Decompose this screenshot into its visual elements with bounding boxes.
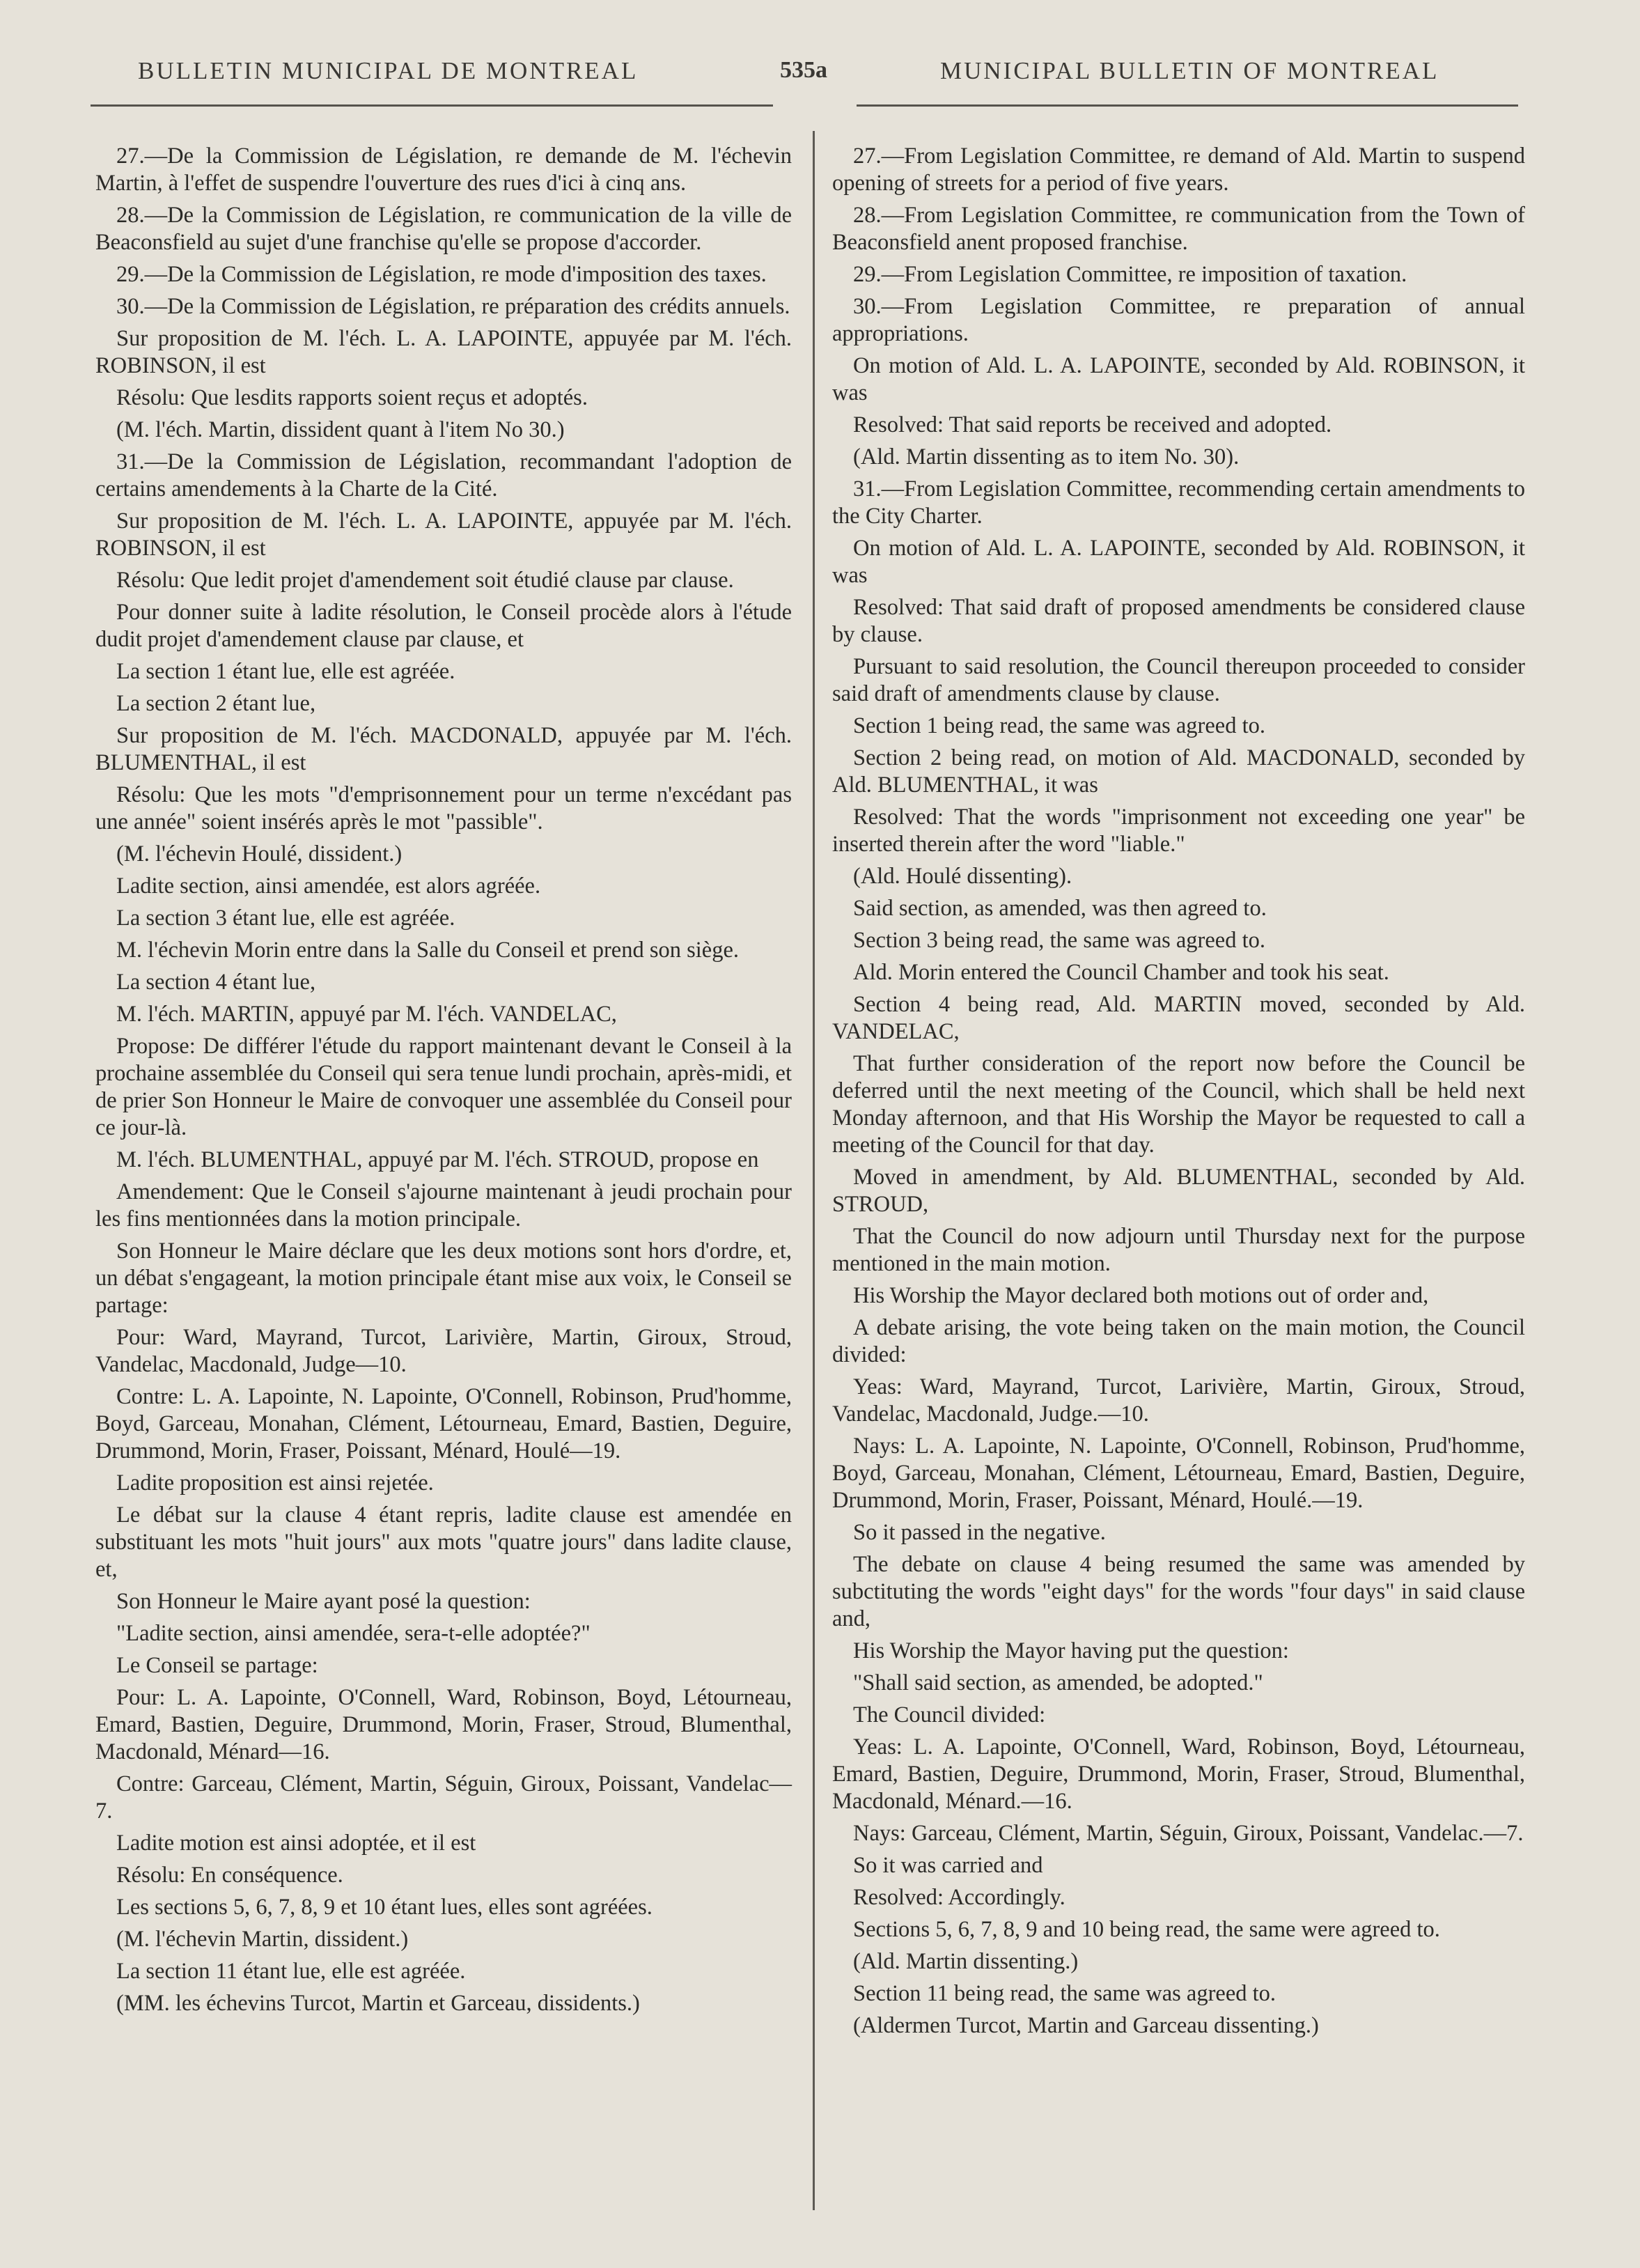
- page-number: 535a: [780, 57, 827, 83]
- paragraph: So it passed in the negative.: [853, 1520, 1106, 1545]
- paragraph: Amendement: Que le Conseil s'ajourne maintenant à jeudi prochain pour les fins mentionnées dans la motion principale.: [95, 1179, 792, 1232]
- paragraph: "Shall said section, as amended, be adopted.": [853, 1670, 1263, 1695]
- paragraph: M. l'éch. MARTIN, appuyé par M. l'éch. VANDELAC,: [116, 1002, 617, 1027]
- paragraph: His Worship the Mayor having put the question:: [853, 1638, 1289, 1663]
- column-divider: [813, 131, 815, 2210]
- paragraph: So it was carried and: [853, 1853, 1043, 1878]
- paragraph: Son Honneur le Maire déclare que les deux motions sont hors d'ordre, et, un débat s'engageant, la motion principale étant mise aux voix, le Conseil se partage:: [95, 1238, 792, 1318]
- paragraph: Résolu: Que lesdits rapports soient reçus et adoptés.: [116, 385, 588, 410]
- paragraph: His Worship the Mayor declared both motions out of order and,: [853, 1283, 1429, 1308]
- paragraph: Sur proposition de M. l'éch. L. A. LAPOINTE, appuyée par M. l'éch. ROBINSON, il est: [95, 326, 792, 378]
- paragraph: 28.—From Legislation Committee, re communication from the Town of Beaconsfield anent proposed franchise.: [832, 203, 1525, 255]
- paragraph: (Aldermen Turcot, Martin and Garceau dissenting.): [853, 2013, 1319, 2038]
- paragraph: That the Council do now adjourn until Thursday next for the purpose mentioned in the main motion.: [832, 1224, 1525, 1276]
- paragraph: Contre: Garceau, Clément, Martin, Séguin, Giroux, Poissant, Vandelac—7.: [95, 1771, 792, 1824]
- paragraph: 29.—De la Commission de Législation, re mode d'imposition des taxes.: [116, 262, 767, 287]
- paragraph: 31.—From Legislation Committee, recommending certain amendments to the City Charter.: [832, 476, 1525, 529]
- english-column: [832, 143, 1525, 2044]
- paragraph: Ladite section, ainsi amendée, est alors agréée.: [116, 873, 541, 899]
- paragraph: Sections 5, 6, 7, 8, 9 and 10 being read, the same were agreed to.: [853, 1917, 1440, 1942]
- paragraph: 29.—From Legislation Committee, re imposition of taxation.: [853, 262, 1407, 287]
- paragraph: Contre: L. A. Lapointe, N. Lapointe, O'Connell, Robinson, Prud'homme, Boyd, Garceau, Monahan, Clément, Létourneau, Emard, Bastien, Deguire, Drummond, Morin, Fraser, Poissant, Ménard, Houlé—19.: [95, 1384, 792, 1463]
- paragraph: 28.—De la Commission de Législation, re communication de la ville de Beaconsfield au sujet d'une franchise qu'elle se propose d'accorder.: [95, 203, 792, 255]
- paragraph: Resolved: That said reports be received and adopted.: [853, 412, 1332, 437]
- paragraph: (M. l'échevin Martin, dissident.): [116, 1927, 409, 1952]
- paragraph: Le Conseil se partage:: [116, 1653, 318, 1678]
- paragraph: La section 2 étant lue,: [116, 691, 316, 716]
- paragraph: Moved in amendment, by Ald. BLUMENTHAL, seconded by Ald. STROUD,: [832, 1165, 1525, 1217]
- paragraph: Le débat sur la clause 4 étant repris, ladite clause est amendée en substituant les mots "huit jours" aux mots "quatre jours" dans ladite clause, et,: [95, 1502, 792, 1582]
- paragraph: Section 2 being read, on motion of Ald. MACDONALD, seconded by Ald. BLUMENTHAL, it was: [832, 745, 1525, 798]
- paragraph: Resolved: Accordingly.: [853, 1885, 1065, 1910]
- header-title-french: BULLETIN MUNICIPAL DE MONTREAL: [138, 57, 639, 84]
- paragraph: Résolu: Que ledit projet d'amendement soit étudié clause par clause.: [116, 568, 734, 593]
- paragraph: La section 1 étant lue, elle est agréée.: [116, 659, 455, 684]
- paragraph: Yeas: Ward, Mayrand, Turcot, Larivière, Martin, Giroux, Stroud, Vandelac, Macdonald, Judge.—10.: [832, 1374, 1525, 1427]
- paragraph: (Ald. Martin dissenting as to item No. 30).: [853, 444, 1240, 469]
- paragraph: Les sections 5, 6, 7, 8, 9 et 10 étant lues, elles sont agréées.: [116, 1895, 653, 1920]
- french-column: [95, 143, 792, 2022]
- paragraph: Résolu: Que les mots "d'emprisonnement pour un terme n'excédant pas une année" soient insérés après le mot "passible".: [95, 782, 792, 834]
- paragraph: Son Honneur le Maire ayant posé la question:: [116, 1589, 531, 1614]
- paragraph: That further consideration of the report now before the Council be deferred until the next meeting of the Council, which shall be held next Monday afternoon, and that His Worship the Mayor be requested to call a meeting of the Council for that day.: [832, 1051, 1525, 1158]
- paragraph: La section 11 étant lue, elle est agréée.: [116, 1959, 466, 1984]
- paragraph: 31.—De la Commission de Législation, recommandant l'adoption de certains amendements à la Charte de la Cité.: [95, 449, 792, 502]
- paragraph: Nays: Garceau, Clément, Martin, Séguin, Giroux, Poissant, Vandelac.—7.: [853, 1821, 1524, 1846]
- paragraph: Sur proposition de M. l'éch. MACDONALD, appuyée par M. l'éch. BLUMENTHAL, il est: [95, 723, 792, 775]
- header-rule-right: [857, 104, 1518, 107]
- paragraph: La section 4 étant lue,: [116, 970, 316, 995]
- paragraph: Section 3 being read, the same was agreed to.: [853, 928, 1266, 953]
- paragraph: (MM. les échevins Turcot, Martin et Garceau, dissidents.): [116, 1991, 640, 2016]
- paragraph: "Ladite section, ainsi amendée, sera-t-elle adoptée?": [116, 1621, 591, 1646]
- paragraph: The Council divided:: [853, 1702, 1046, 1727]
- paragraph: Pour: Ward, Mayrand, Turcot, Larivière, Martin, Giroux, Stroud, Vandelac, Macdonald, Judge—10.: [95, 1325, 792, 1377]
- paragraph: Section 4 being read, Ald. MARTIN moved, seconded by Ald. VANDELAC,: [832, 992, 1525, 1044]
- paragraph: M. l'échevin Morin entre dans la Salle du Conseil et prend son siège.: [116, 938, 739, 963]
- paragraph: (M. l'éch. Martin, dissident quant à l'item No 30.): [116, 417, 565, 442]
- paragraph: Yeas: L. A. Lapointe, O'Connell, Ward, Robinson, Boyd, Létourneau, Emard, Bastien, Deguire, Drummond, Morin, Fraser, Stroud, Blumenthal, Macdonald, Ménard.—16.: [832, 1734, 1525, 1814]
- paragraph: 30.—De la Commission de Législation, re préparation des crédits annuels.: [116, 294, 790, 319]
- paragraph: Pour: L. A. Lapointe, O'Connell, Ward, Robinson, Boyd, Létourneau, Emard, Bastien, Deguire, Drummond, Morin, Fraser, Stroud, Blumenthal, Macdonald, Ménard—16.: [95, 1685, 792, 1764]
- paragraph: Pursuant to said resolution, the Council thereupon proceeded to consider said draft of amendments clause by clause.: [832, 654, 1525, 706]
- paragraph: Ladite motion est ainsi adoptée, et il est: [116, 1831, 476, 1856]
- paragraph: 30.—From Legislation Committee, re preparation of annual appropriations.: [832, 294, 1525, 346]
- paragraph: 27.—De la Commission de Législation, re demande de M. l'échevin Martin, à l'effet de suspendre l'ouverture des rues d'ici à cinq ans.: [95, 143, 792, 196]
- paragraph: The debate on clause 4 being resumed the same was amended by subctituting the words "eight days" for the words "four days" in said clause and,: [832, 1552, 1525, 1631]
- paragraph: Ald. Morin entered the Council Chamber and took his seat.: [853, 960, 1389, 985]
- paragraph: A debate arising, the vote being taken on the main motion, the Council divided:: [832, 1315, 1525, 1367]
- paragraph: Section 1 being read, the same was agreed to.: [853, 713, 1266, 738]
- paragraph: On motion of Ald. L. A. LAPOINTE, seconded by Ald. ROBINSON, it was: [832, 536, 1525, 588]
- paragraph: 27.—From Legislation Committee, re demand of Ald. Martin to suspend opening of streets for a period of five years.: [832, 143, 1525, 196]
- paragraph: Resolved: That the words "imprisonment not exceeding one year" be inserted therein after the word "liable.": [832, 805, 1525, 857]
- header-rule-left: [91, 104, 773, 107]
- paragraph: (Ald. Houlé dissenting).: [853, 864, 1072, 889]
- header-title-english: MUNICIPAL BULLETIN OF MONTREAL: [940, 57, 1439, 84]
- paragraph: La section 3 étant lue, elle est agréée.: [116, 906, 455, 931]
- paragraph: Said section, as amended, was then agreed to.: [853, 896, 1267, 921]
- paragraph: On motion of Ald. L. A. LAPOINTE, seconded by Ald. ROBINSON, it was: [832, 353, 1525, 405]
- paragraph: Section 11 being read, the same was agreed to.: [853, 1981, 1276, 2006]
- paragraph: Nays: L. A. Lapointe, N. Lapointe, O'Connell, Robinson, Prud'homme, Boyd, Garceau, Monahan, Clément, Létourneau, Emard, Bastien, Deguire, Drummond, Morin, Fraser, Poissant, Ménard, Houlé.—19.: [832, 1434, 1525, 1513]
- paragraph: Pour donner suite à ladite résolution, le Conseil procède alors à l'étude dudit projet d'amendement clause par clause, et: [95, 600, 792, 652]
- paragraph: Resolved: That said draft of proposed amendments be considered clause by clause.: [832, 595, 1525, 647]
- paragraph: Résolu: En conséquence.: [116, 1863, 343, 1888]
- paragraph: (Ald. Martin dissenting.): [853, 1949, 1079, 1974]
- paragraph: Sur proposition de M. l'éch. L. A. LAPOINTE, appuyée par M. l'éch. ROBINSON, il est: [95, 508, 792, 561]
- paragraph: M. l'éch. BLUMENTHAL, appuyé par M. l'éch. STROUD, propose en: [116, 1147, 759, 1172]
- paragraph: Propose: De différer l'étude du rapport maintenant devant le Conseil à la prochaine assemblée du Conseil qui sera tenue lundi prochain, après-midi, et de prier Son Honneur le Maire de convoquer une assemblée du Conseil pour ce jour-là.: [95, 1034, 792, 1140]
- paragraph: (M. l'échevin Houlé, dissident.): [116, 841, 403, 867]
- paragraph: Ladite proposition est ainsi rejetée.: [116, 1470, 434, 1496]
